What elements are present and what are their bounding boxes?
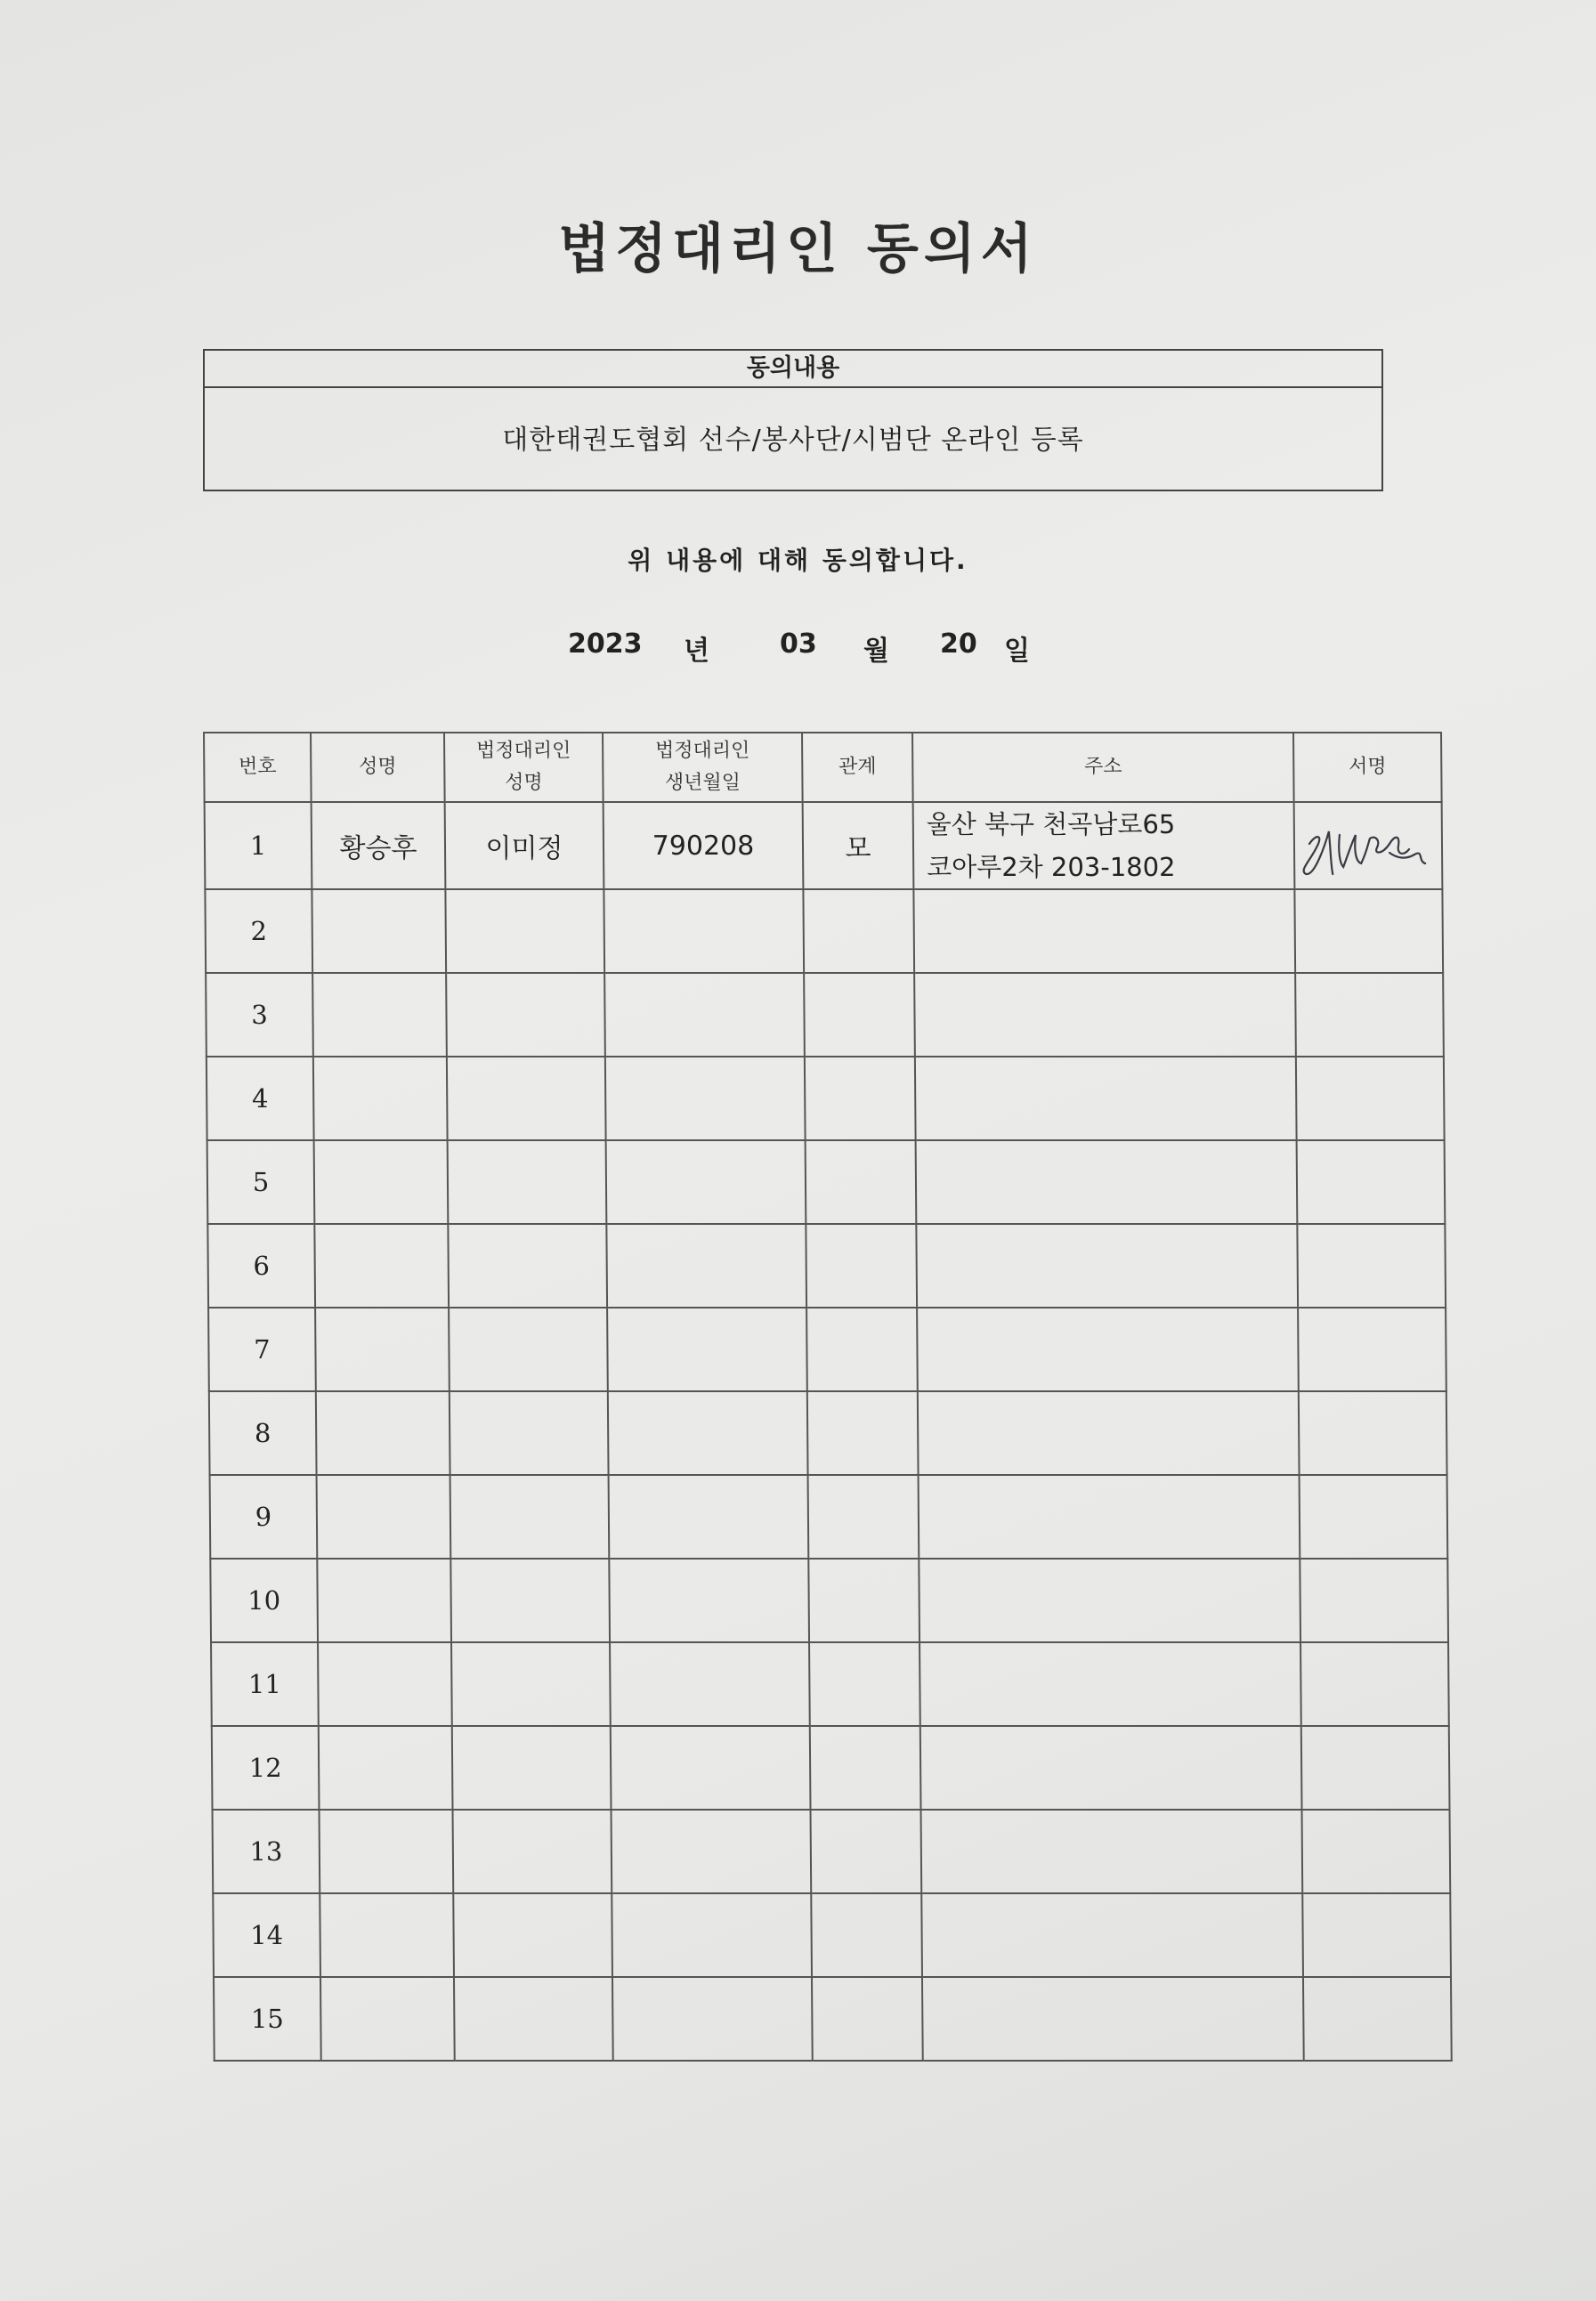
cell-rep-name	[445, 889, 604, 973]
cell-no: 8	[209, 1391, 317, 1475]
address-line-2: 코아루2차 203-1802	[927, 852, 1176, 882]
table-row	[205, 802, 1443, 889]
cell-rep-birth	[604, 889, 804, 973]
cell-relation	[806, 1308, 918, 1391]
date-year-unit: 년	[684, 636, 709, 667]
cell-rep-birth	[604, 973, 805, 1057]
consent-table	[203, 732, 1453, 2062]
cell-rep-birth	[606, 1224, 806, 1308]
cell-rep-name	[452, 1726, 612, 1810]
cell-signature	[1302, 1893, 1451, 1977]
cell-rep-name	[450, 1475, 610, 1559]
cell-relation	[803, 889, 914, 973]
cell-rep-name	[453, 1810, 612, 1893]
cell-no: 9	[210, 1475, 318, 1559]
cell-signature	[1297, 1140, 1446, 1224]
cell-name	[317, 1475, 451, 1559]
cell-signature	[1303, 1977, 1452, 2061]
cell-no: 5	[207, 1140, 315, 1224]
cell-no: 7	[208, 1308, 316, 1391]
cell-rep-name	[449, 1308, 608, 1391]
table-row	[209, 1391, 1447, 1475]
cell-rep-birth	[609, 1559, 809, 1642]
cell-rep-birth	[612, 1893, 812, 1977]
cell-rep-birth	[606, 1140, 806, 1224]
header-signature: 서명	[1293, 733, 1442, 802]
table-row	[205, 889, 1443, 973]
cell-rep-birth	[608, 1391, 808, 1475]
table-row	[207, 1140, 1446, 1224]
cell-address	[919, 1475, 1300, 1559]
cell-signature	[1300, 1475, 1448, 1559]
cell-name	[320, 1893, 454, 1977]
cell-no: 3	[206, 973, 313, 1057]
cell-address	[921, 1810, 1303, 1893]
cell-signature	[1302, 1810, 1451, 1893]
cell-rep-name	[448, 1224, 607, 1308]
table-row	[207, 1224, 1446, 1308]
cell-name	[313, 1057, 448, 1140]
cell-rep-name	[446, 973, 605, 1057]
table-row	[210, 1475, 1448, 1559]
date-day-unit: 일	[1004, 636, 1030, 667]
cell-name	[314, 1140, 449, 1224]
cell-name	[315, 1308, 450, 1391]
cell-no: 10	[210, 1559, 318, 1642]
cell-address	[921, 1893, 1303, 1977]
handwritten-signature	[1294, 808, 1442, 883]
cell-relation	[805, 1057, 916, 1140]
table-row	[210, 1559, 1448, 1642]
table-header-row	[204, 733, 1442, 802]
cell-rep-name	[451, 1642, 611, 1726]
cell-relation	[807, 1391, 919, 1475]
cell-rep-birth: 790208	[604, 802, 804, 889]
cell-name	[314, 1224, 449, 1308]
cell-address	[915, 1057, 1297, 1140]
table-row	[211, 1642, 1449, 1726]
cell-relation: 모	[803, 802, 914, 889]
date-year: 2023	[568, 628, 643, 660]
cell-relation	[810, 1726, 921, 1810]
date-month-unit: 월	[863, 636, 889, 667]
cell-rep-name	[454, 1977, 613, 2061]
cell-address	[920, 1642, 1301, 1726]
cell-relation	[808, 1559, 920, 1642]
cell-address	[913, 889, 1295, 973]
cell-signature	[1298, 1308, 1446, 1391]
cell-relation	[809, 1642, 920, 1726]
cell-rep-name	[450, 1559, 610, 1642]
cell-rep-birth	[612, 1810, 812, 1893]
cell-address	[916, 1140, 1298, 1224]
cell-signature	[1297, 1224, 1446, 1308]
table-row	[206, 973, 1444, 1057]
cell-address	[916, 1224, 1298, 1308]
cell-name	[320, 1810, 454, 1893]
header-rep-name: 법정대리인 성명	[444, 733, 604, 802]
header-rep-birth: 법정대리인 생년월일	[603, 733, 803, 802]
cell-name	[319, 1726, 453, 1810]
cell-name	[316, 1391, 450, 1475]
consent-body: 대한태권도협회 선수/봉사단/시범단 온라인 등록	[502, 425, 1084, 456]
cell-no: 1	[205, 802, 312, 889]
cell-signature	[1300, 1642, 1449, 1726]
cell-signature	[1301, 1726, 1450, 1810]
cell-relation	[811, 1893, 922, 1977]
cell-address	[917, 1308, 1299, 1391]
cell-no: 6	[207, 1224, 315, 1308]
cell-relation	[812, 1977, 923, 2061]
cell-relation	[808, 1475, 920, 1559]
table-row	[207, 1057, 1445, 1140]
table-row	[212, 1726, 1450, 1810]
cell-address	[914, 973, 1296, 1057]
cell-name	[317, 1559, 451, 1642]
cell-address	[918, 1391, 1300, 1475]
header-name: 성명	[311, 733, 445, 802]
cell-name: 황승후	[312, 802, 446, 889]
header-relation: 관계	[802, 733, 913, 802]
cell-rep-birth	[612, 1977, 813, 2061]
table-row	[214, 1977, 1452, 2061]
cell-signature	[1300, 1559, 1448, 1642]
cell-no: 2	[205, 889, 312, 973]
cell-address	[913, 802, 1295, 889]
header-address: 주소	[912, 733, 1294, 802]
date-day: 20	[940, 628, 977, 660]
cell-address	[919, 1559, 1300, 1642]
cell-rep-name	[453, 1893, 612, 1977]
table-row	[213, 1810, 1451, 1893]
table-row	[213, 1893, 1451, 1977]
cell-rep-birth	[610, 1642, 810, 1726]
cell-no: 14	[213, 1893, 320, 1977]
cell-signature	[1296, 1057, 1445, 1140]
cell-no: 15	[214, 1977, 321, 2061]
cell-relation	[806, 1140, 917, 1224]
header-no: 번호	[204, 733, 312, 802]
cell-rep-birth	[605, 1057, 806, 1140]
cell-rep-birth	[611, 1726, 811, 1810]
table-row	[208, 1308, 1446, 1391]
cell-no: 13	[213, 1810, 320, 1893]
cell-no: 11	[211, 1642, 319, 1726]
agreement-statement: 위 내용에 대해 동의합니다.	[628, 546, 968, 575]
cell-name	[312, 889, 446, 973]
date-month: 03	[780, 628, 817, 660]
cell-signature	[1299, 1391, 1447, 1475]
cell-no: 4	[207, 1057, 314, 1140]
cell-signature	[1294, 802, 1443, 889]
cell-rep-name	[447, 1057, 606, 1140]
cell-rep-name	[450, 1391, 609, 1475]
cell-signature	[1295, 973, 1444, 1057]
cell-signature	[1294, 889, 1443, 973]
cell-name	[312, 973, 447, 1057]
date-line	[552, 628, 1104, 667]
cell-no: 12	[212, 1726, 320, 1810]
cell-rep-birth	[609, 1475, 809, 1559]
address-line-1: 울산 북구 천곡남로65	[926, 809, 1176, 839]
cell-name	[318, 1642, 452, 1726]
consent-heading: 동의내용	[205, 351, 1381, 388]
consent-box	[203, 349, 1383, 491]
cell-rep-name	[448, 1140, 607, 1224]
cell-address	[922, 1977, 1304, 2061]
cell-rep-birth	[607, 1308, 807, 1391]
cell-name	[320, 1977, 455, 2061]
cell-relation	[806, 1224, 917, 1308]
cell-rep-name: 이미정	[445, 802, 604, 889]
cell-relation	[811, 1810, 922, 1893]
cell-relation	[804, 973, 915, 1057]
document-title: 법정대리인 동의서	[558, 218, 1038, 280]
cell-address	[920, 1726, 1302, 1810]
